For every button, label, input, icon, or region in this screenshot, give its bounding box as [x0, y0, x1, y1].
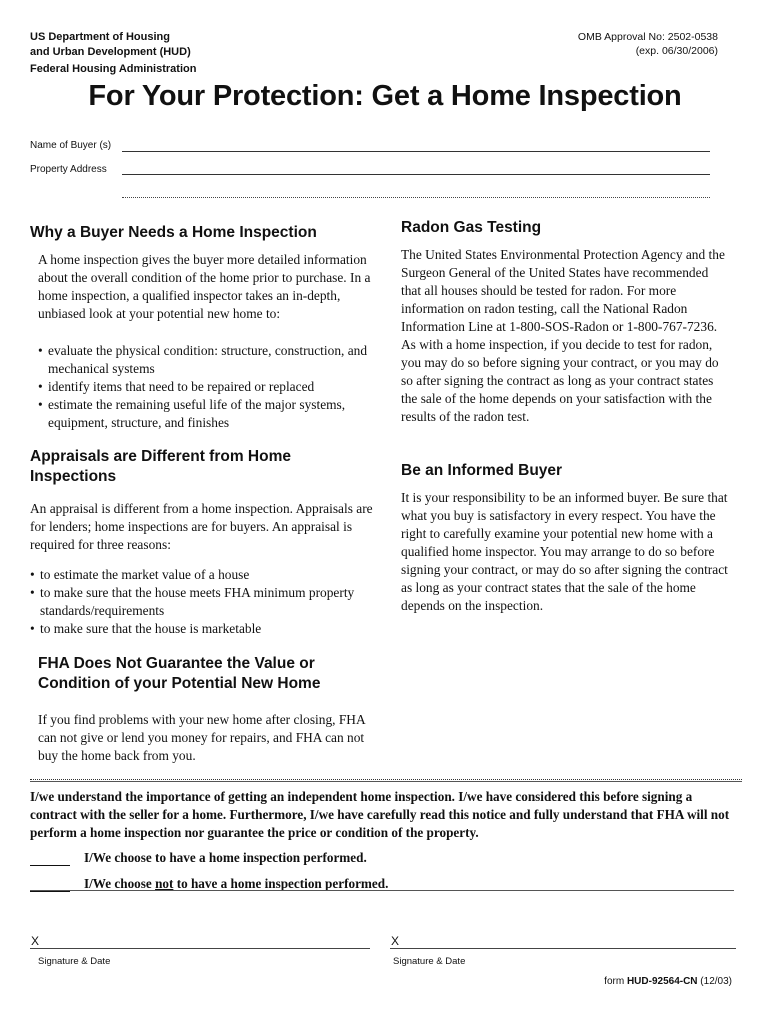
form-date: (12/03) [697, 976, 732, 987]
form-code: HUD-92564-CN [626, 976, 698, 987]
omb-expiration: (exp. 06/30/2006) [635, 45, 718, 57]
buyer-name-field[interactable] [122, 151, 710, 152]
property-address-field[interactable] [122, 174, 710, 175]
agency-block [30, 30, 196, 77]
decline-suffix: to have a home inspection performed. [173, 876, 389, 891]
signature-label-1: Signature & Date [38, 956, 111, 967]
why-inspection-text: A home inspection gives the buyer more detailed information about the overall condition of the home prior to purchase. In a home inspection, a qualified inspector takes an in-depth, unbiased look at your potential new home to: [38, 252, 371, 321]
decline-not-word: not [155, 876, 174, 891]
list-item: • to make sure that the house is marketable [30, 620, 380, 638]
form-prefix: form [604, 976, 627, 987]
agency-line-1: US Department of Housing [30, 31, 170, 43]
appraisal-text: An appraisal is different from a home inspection. Appraisals are for lenders; home inspections are for buyers. An appraisal is required for three reasons: [30, 501, 373, 552]
signature-mark-2: X [391, 934, 400, 948]
signature-mark-1: X [31, 934, 40, 948]
list-item: • to estimate the market value of a house [30, 566, 380, 584]
informed-buyer-heading: Be an Informed Buyer [401, 462, 563, 479]
signature-line-2[interactable] [390, 948, 736, 949]
informed-buyer-text: It is your responsibility to be an informed buyer. Be sure that what you buy is satisfactory in every respect. You have the right to carefully examine your potential new home with a qualified home inspector. You may arrange to do so before signing your contract, or may do so after signing the contract as long as your contract states that the sale of the home depends on the inspection. [401, 490, 728, 613]
acknowledgement-statement: I/we understand the importance of getting an independent home inspection. I/we have considered this before signing a contract with the seller for a home. Furthermore, I/we have carefully read this notice and fully understand that FHA will not perform a home inspection nor guarantee the price or condition of the property. [30, 789, 730, 840]
omb-number: OMB Approval No: 2502-0538 [577, 31, 718, 43]
choose-inspection-label: I/We choose to have a home inspection performed. [84, 850, 367, 865]
agency-line-2: and Urban Development (HUD) [30, 46, 191, 58]
fha-guarantee-heading: FHA Does Not Guarantee the Value or Condition of your Potential New Home [38, 655, 321, 692]
list-item: • evaluate the physical condition: structure, construction, and mechanical systems [38, 342, 383, 378]
choose-inspection-blank[interactable] [30, 852, 70, 866]
divider [30, 781, 742, 782]
omb-approval [578, 30, 718, 58]
why-inspection-heading: Why a Buyer Needs a Home Inspection [30, 224, 317, 241]
signature-line-1[interactable] [30, 948, 370, 949]
radon-text: The United States Environmental Protection Agency and the Surgeon General of the United States have recommended that all houses should be tested for radon. For more information on radon testing, call the National Radon Information Line at 1-800-SOS-Radon or 1-800-767-7236. As with a home inspection, if you decide to test for radon, you may do so before signing your contract, or you may do so after signing the contract as long as your contract states the sale of the home depends on your satisfaction with the results of the radon test. [401, 247, 725, 424]
property-address-field-line-2[interactable] [122, 197, 710, 198]
agency-line-3: Federal Housing Administration [30, 63, 197, 75]
page-title: For Your Protection: Get a Home Inspection [88, 80, 682, 112]
list-item: • estimate the remaining useful life of the major systems, equipment, structure, and finishes [38, 396, 383, 432]
appraisal-list [30, 566, 380, 638]
why-inspection-list [38, 342, 383, 432]
radon-heading: Radon Gas Testing [401, 219, 542, 236]
decline-prefix: I/We choose [84, 876, 156, 891]
list-item: • identify items that need to be repaired or replaced [38, 378, 383, 396]
list-item: • to make sure that the house meets FHA minimum property standards/requirements [30, 584, 380, 620]
appraisal-heading: Appraisals are Different from Home Inspections [30, 448, 291, 485]
form-number [604, 976, 732, 987]
choose-inspection-option[interactable] [30, 850, 367, 866]
signature-label-2: Signature & Date [393, 956, 466, 967]
buyer-name-label: Name of Buyer (s) [30, 140, 112, 151]
divider [30, 890, 734, 891]
divider [30, 779, 742, 780]
fha-guarantee-text: If you find problems with your new home after closing, FHA can not give or lend you money for repairs, and FHA can not buy the home back from you. [38, 712, 365, 763]
property-address-label: Property Address [30, 164, 107, 175]
